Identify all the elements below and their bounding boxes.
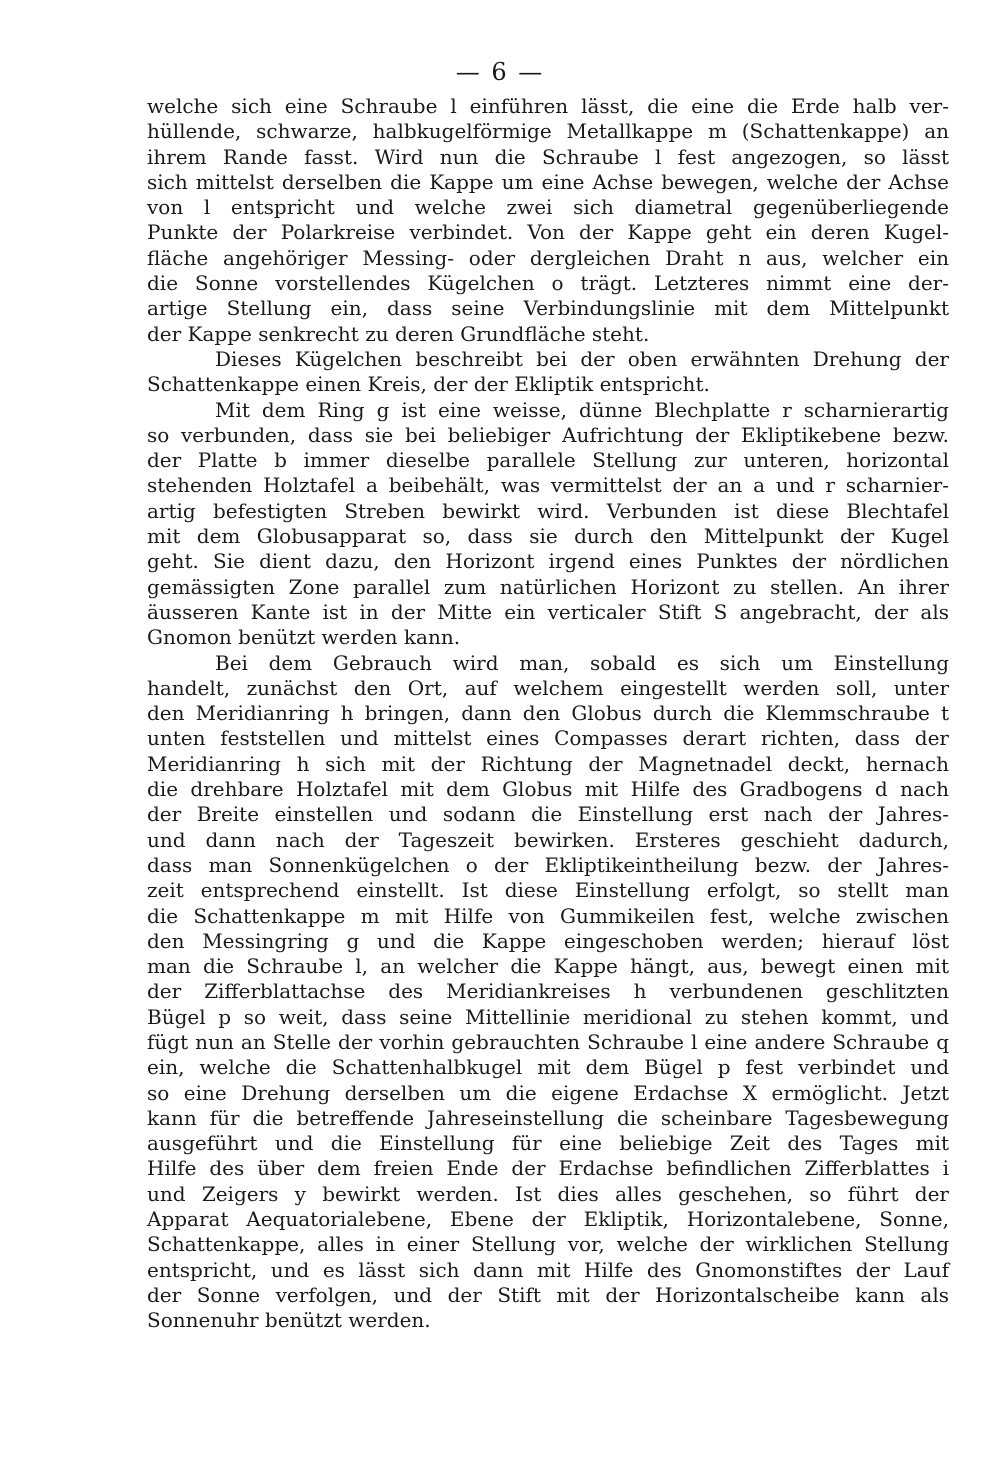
text-line: Schattenkappe, alles in einer Stellung vor, welche der wirklichen Stellung (147, 1232, 949, 1257)
text-line: fläche angehöriger Messing- oder dergleichen Draht n aus, welcher ein (147, 245, 949, 270)
text-line: ein, welche die Schattenhalbkugel mit dem Bügel p fest verbindet und (147, 1055, 949, 1080)
text-line: Meridianring h sich mit der Richtung der Magnetnadel deckt, hernach (147, 751, 949, 776)
text-line: und Zeigers y bewirkt werden. Ist dies alles geschehen, so führt der (147, 1181, 949, 1206)
text-line: Hilfe des über dem freien Ende der Erdachse befindlichen Zifferblattes i (147, 1156, 949, 1181)
text-line: ausgeführt und die Einstellung für eine beliebige Zeit des Tages mit (147, 1131, 949, 1156)
text-line: man die Schraube l, an welcher die Kappe hängt, aus, bewegt einen mit (147, 954, 949, 979)
text-line: und dann nach der Tageszeit bewirken. Ersteres geschieht dadurch, (147, 827, 949, 852)
text-line: sich mittelst derselben die Kappe um eine Achse bewegen, welche der Achse (147, 169, 949, 194)
paragraph-1 (147, 94, 949, 347)
text-line: Apparat Aequatorialebene, Ebene der Ekliptik, Horizontalebene, Sonne, (147, 1207, 949, 1232)
page-number: — 6 — (455, 58, 545, 86)
text-line: mit dem Globusapparat so, dass sie durch den Mittelpunkt der Kugel (147, 524, 949, 549)
text-line: artige Stellung ein, dass seine Verbindungslinie mit dem Mittelpunkt (147, 296, 949, 321)
text-line: die drehbare Holztafel mit dem Globus mit Hilfe des Gradbogens d nach (147, 777, 949, 802)
text-line: Bügel p so weit, dass seine Mittellinie meridional zu stehen kommt, und (147, 1004, 949, 1029)
text-line: artig befestigten Streben bewirkt wird. Verbunden ist diese Blechtafel (147, 498, 949, 523)
text-line: äusseren Kante ist in der Mitte ein verticaler Stift S angebracht, der als (147, 599, 949, 624)
text-line: der Zifferblattachse des Meridiankreises h verbundenen geschlitzten (147, 979, 949, 1004)
text-line: Gnomon benützt werden kann. (147, 625, 461, 650)
text-line: so verbunden, dass sie bei beliebiger Aufrichtung der Ekliptikebene bezw. (147, 422, 949, 447)
paragraph-3 (147, 398, 949, 651)
text-line: Schattenkappe einen Kreis, der der Ekliptik entspricht. (147, 372, 710, 397)
text-line: fügt nun an Stelle der vorhin gebrauchten Schraube l eine andere Schraube q (147, 1029, 949, 1054)
text-line: welche sich eine Schraube l einführen lässt, die eine die Erde halb ver- (147, 94, 949, 118)
text-line: der Breite einstellen und sodann die Einstellung erst nach der Jahres- (147, 802, 949, 827)
text-line: Sonnenuhr benützt werden. (147, 1308, 431, 1333)
text-line: der Sonne verfolgen, und der Stift mit der Horizontalscheibe kann als (147, 1282, 949, 1307)
body-text (147, 94, 949, 1334)
text-line: Bei dem Gebrauch wird man, sobald es sich um Einstellung (215, 650, 949, 675)
text-line: hüllende, schwarze, halbkugelförmige Metallkappe m (Schattenkappe) an (147, 119, 949, 144)
text-line: entspricht, und es lässt sich dann mit Hilfe des Gnomonstiftes der Lauf (147, 1257, 949, 1282)
text-line: die Sonne vorstellendes Kügelchen o trägt. Letzteres nimmt eine der- (147, 271, 949, 296)
text-line: ihrem Rande fasst. Wird nun die Schraube l fest angezogen, so lässt (147, 144, 949, 169)
text-line: zeit entsprechend einstellt. Ist diese Einstellung erfolgt, so stellt man (147, 878, 949, 903)
text-line: Punkte der Polarkreise verbindet. Von der Kappe geht ein deren Kugel- (147, 220, 949, 245)
text-line: handelt, zunächst den Ort, auf welchem eingestellt werden soll, unter (147, 675, 949, 700)
text-line: so eine Drehung derselben um die eigene Erdachse X ermöglicht. Jetzt (147, 1080, 949, 1105)
text-line: kann für die betreffende Jahreseinstellung die scheinbare Tagesbewegung (147, 1105, 949, 1130)
text-line: geht. Sie dient dazu, den Horizont irgend eines Punktes der nördlichen (147, 549, 949, 574)
paragraph-4 (147, 651, 949, 1334)
text-line: Dieses Kügelchen beschreibt bei der oben erwähnten Drehung der (215, 346, 949, 371)
text-line: Mit dem Ring g ist eine weisse, dünne Blechplatte r scharnierartig (215, 397, 949, 422)
text-line: von l entspricht und welche zwei sich diametral gegenüberliegende (147, 195, 949, 220)
text-line: die Schattenkappe m mit Hilfe von Gummikeilen fest, welche zwischen (147, 903, 949, 928)
text-line: gemässigten Zone parallel zum natürlichen Horizont zu stellen. An ihrer (147, 574, 949, 599)
text-line: dass man Sonnenkügelchen o der Ekliptikeintheilung bezw. der Jahres- (147, 852, 949, 877)
paragraph-2 (147, 347, 949, 398)
text-line: den Messingring g und die Kappe eingeschoben werden; hierauf löst (147, 928, 949, 953)
text-line: stehenden Holztafel a beibehält, was vermittelst der an a und r scharnier- (147, 473, 949, 498)
text-line: den Meridianring h bringen, dann den Globus durch die Klemmschraube t (147, 701, 949, 726)
text-line: der Kappe senkrecht zu deren Grundfläche steht. (147, 321, 650, 346)
text-line: der Platte b immer dieselbe parallele Stellung zur unteren, horizontal (147, 448, 949, 473)
text-line: unten feststellen und mittelst eines Compasses derart richten, dass der (147, 726, 949, 751)
